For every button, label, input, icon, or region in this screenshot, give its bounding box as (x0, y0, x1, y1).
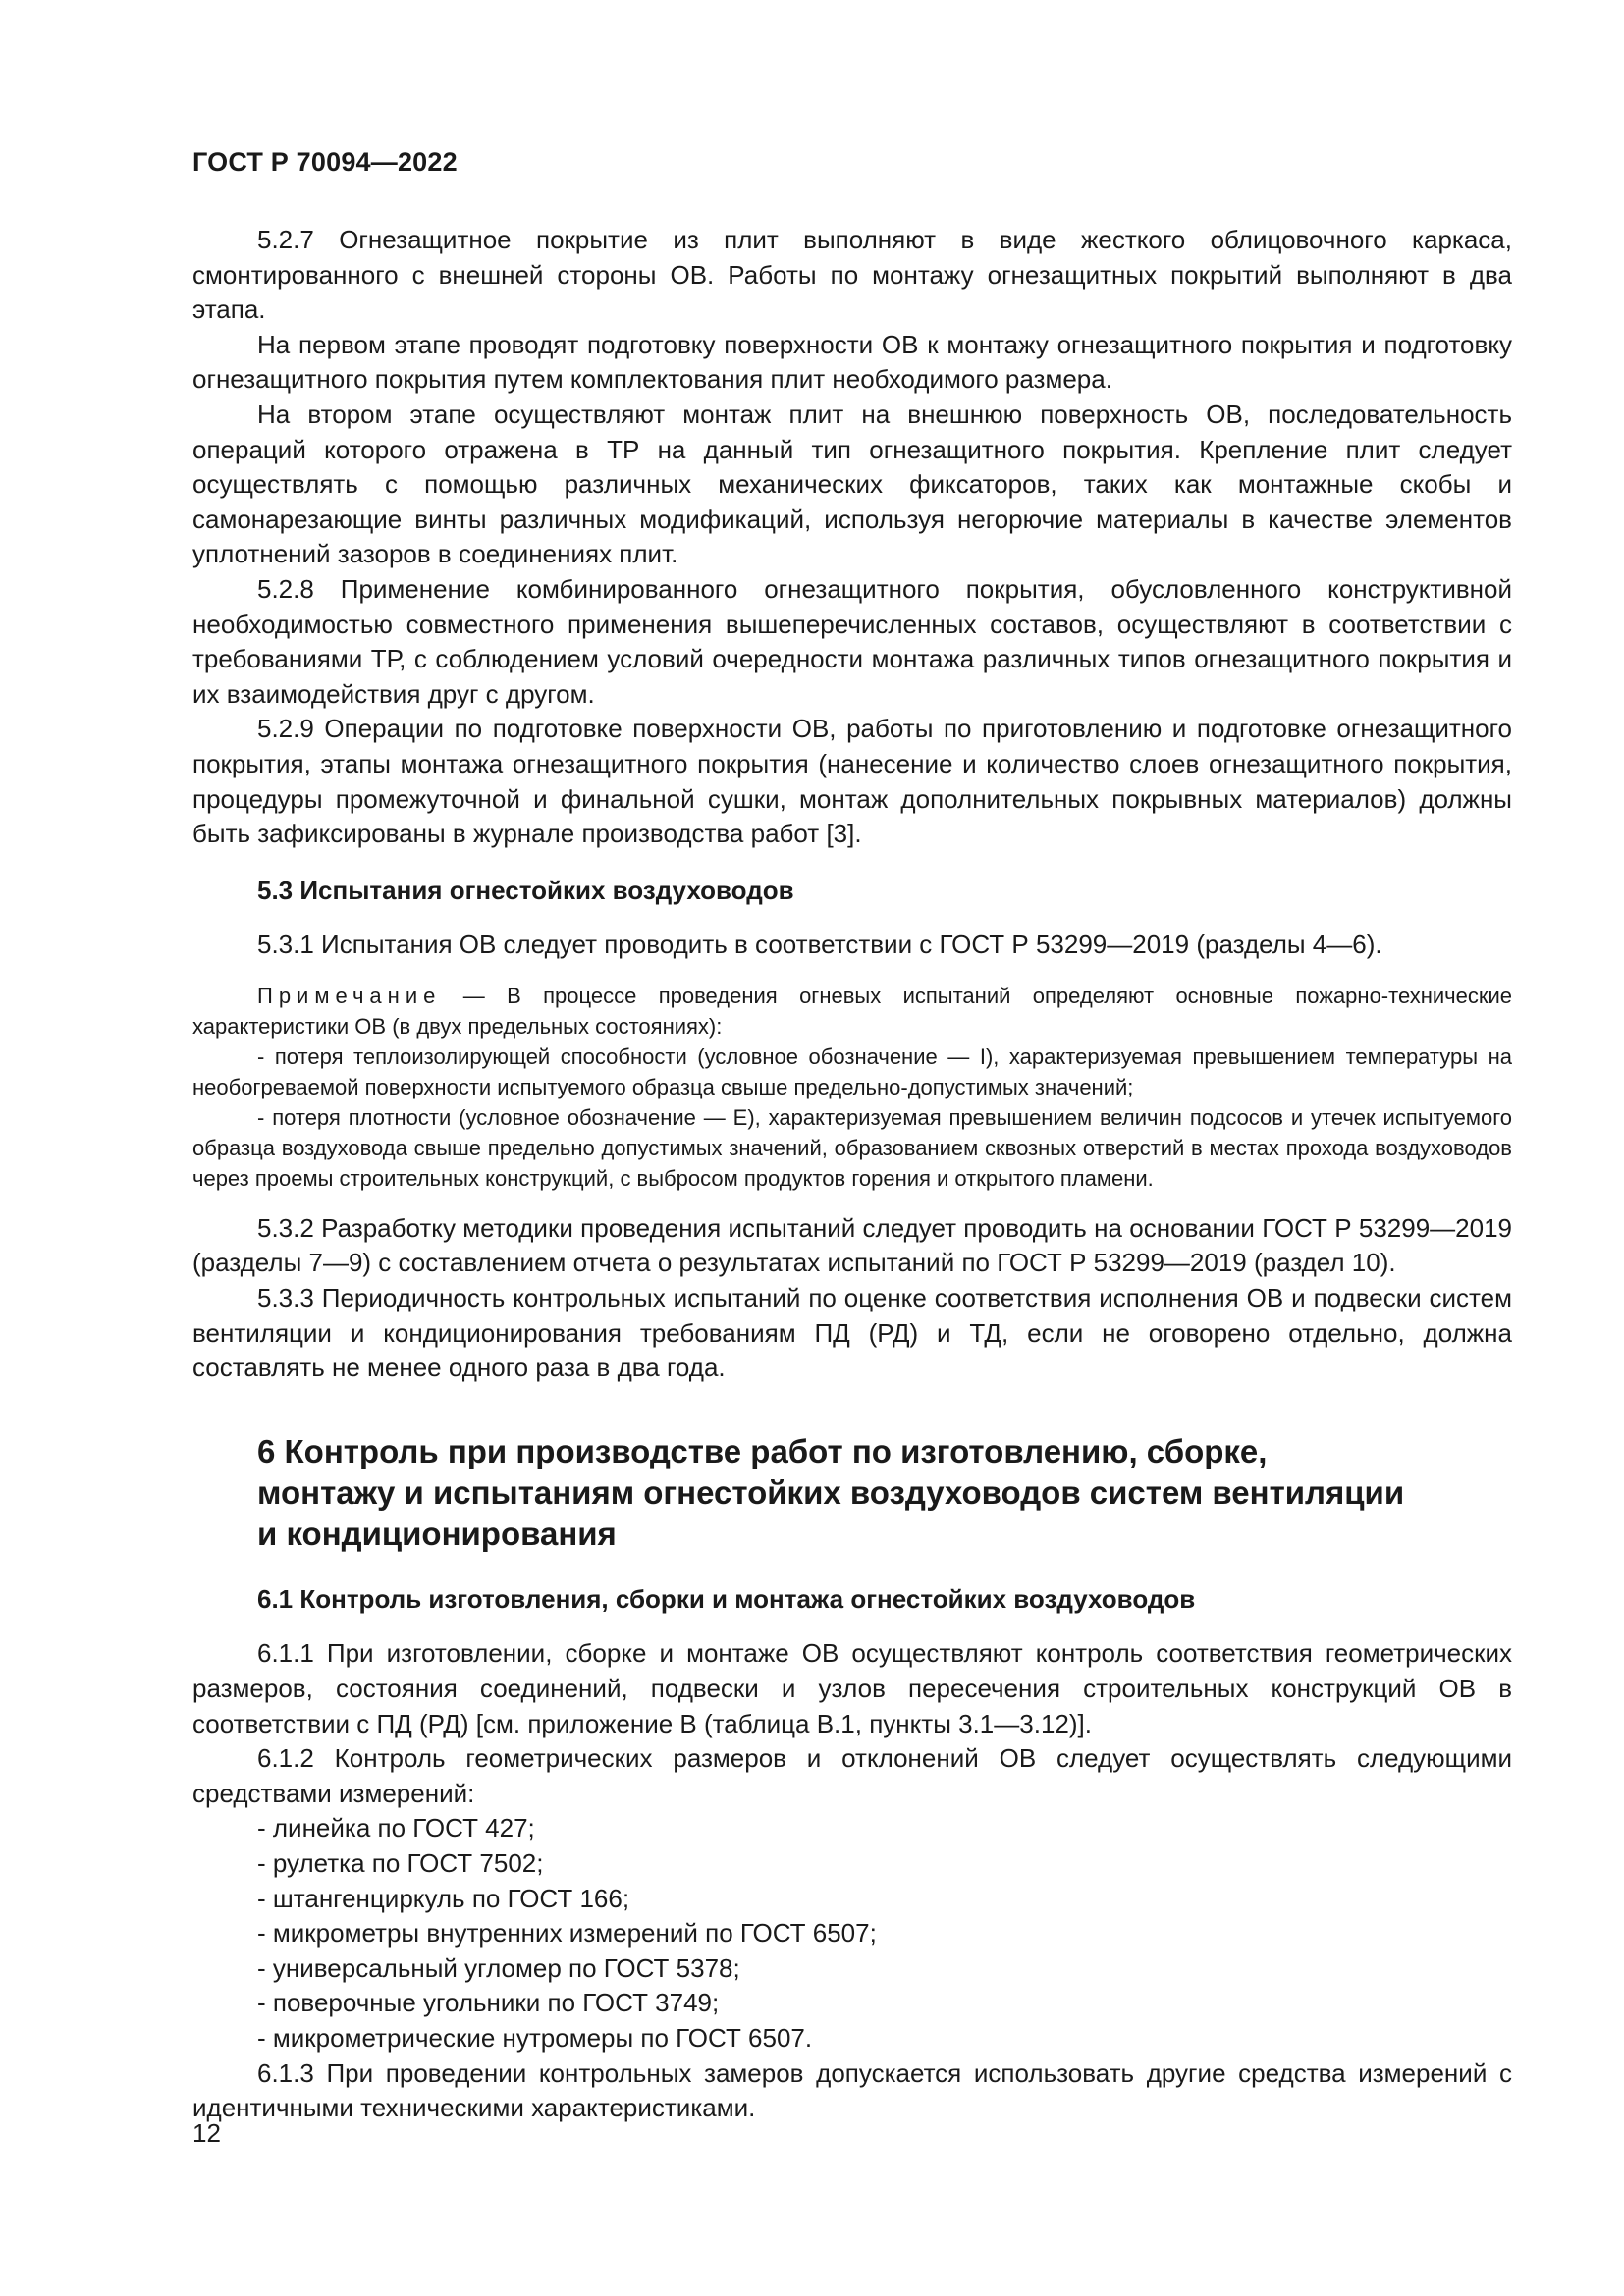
subsection-heading-5-3: 5.3 Испытания огнестойких воздуховодов (257, 875, 794, 905)
paragraph-5-2-7-stage-1: На первом этапе проводят подготовку поверхности ОВ к монтажу огнезащитного покрытия и подготовку огнезащитного покрытия путем комплектования плит необходимого размера. (192, 329, 1512, 395)
paragraph-6-1-2: 6.1.2 Контроль геометрических размеров и отклонений ОВ следует осуществлять следующими средствами измерений: (192, 1743, 1512, 1808)
list-item: - линейка по ГОСТ 427; (257, 1813, 535, 1843)
section-heading-6-line-2: монтажу и испытаниям огнестойких воздуховодов систем вентиляции (257, 1473, 1405, 1511)
paragraph-5-3-1: 5.3.1 Испытания ОВ следует проводить в соответствии с ГОСТ Р 53299—2019 (разделы 4—6). (257, 930, 1382, 960)
paragraph-6-1-3: 6.1.3 При проведении контрольных замеров допускается использовать другие средства измерений с идентичными техническими характеристиками. (192, 2057, 1512, 2123)
section-heading-6 (192, 1431, 1512, 1555)
note-item-integrity: - потеря плотности (условное обозначение — Е), характеризуемая превышением величин подсосов и утечек испытуемого образца воздуховода свыше предельно допустимых значений, образованием сквозных отверстий в местах прохода воздуховодов через проемы строительных конструкций, с выбросом продуктов горения и открытого пламени. (192, 1104, 1512, 1191)
paragraph-5-2-7-stage-2: На втором этапе осуществляют монтаж плит на внешнюю поверхность ОВ, последовательность операций которого отражена в ТР на данный тип огнезащитного покрытия. Крепление плит следует осуществлять с помощью различных механических фиксаторов, таких как монтажные скобы и самонарезающие винты различных модификаций, используя негорючие материалы в качестве элементов уплотнений зазоров в соединениях плит. (192, 399, 1512, 569)
section-heading-6-line-3: и кондиционирования (257, 1515, 617, 1552)
document-page (192, 147, 1512, 2126)
paragraph-5-2-8: 5.2.8 Применение комбинированного огнезащитного покрытия, обусловленного конструктивной необходимостью совместного применения вышеперечисленных составов, осуществляют в соответствии с требованиями ТР, с соблюдением условий очередности монтажа различных типов огнезащитного покрытия и их взаимодействия друг с другом. (192, 573, 1512, 709)
paragraph-5-2-7: 5.2.7 Огнезащитное покрытие из плит выполняют в виде жесткого облицовочного каркаса, смонтированного с внешней стороны ОВ. Работы по монтажу огнезащитных покрытий выполняют в два этапа. (192, 225, 1512, 325)
note-label: Примечание (257, 983, 442, 1008)
paragraph-5-3-2: 5.3.2 Разработку методики проведения испытаний следует проводить на основании ГОСТ Р 53299—2019 (разделы 7—9) с составлением отчета о результатах испытаний по ГОСТ Р 53299—2019 (раздел 10). (192, 1212, 1512, 1278)
measurement-tools-list (192, 1811, 1512, 2056)
note-text: — В процессе проведения огневых испытаний определяют основные пожарно-технические характеристики ОВ (в двух предельных состояниях): (192, 983, 1512, 1039)
paragraph-5-3-3: 5.3.3 Периодичность контрольных испытаний по оценке соответствия исполнения ОВ и подвески систем вентиляции и кондиционирования требованиям ПД (РД) и ТД, если не оговорено отдельно, должна составлять не менее одного раза в два года. (192, 1283, 1512, 1383)
section-heading-6-line-1: 6 Контроль при производстве работ по изготовлению, сборке, (257, 1432, 1268, 1469)
list-item: - микрометры внутренних измерений по ГОСТ 6507; (257, 1918, 877, 1949)
list-item: - универсальный угломер по ГОСТ 5378; (257, 1952, 740, 1983)
list-item: - штангенциркуль по ГОСТ 166; (257, 1883, 630, 1913)
paragraph-6-1-1: 6.1.1 При изготовлении, сборке и монтаже ОВ осуществляют контроль соответствия геометрических размеров, состояния соединений, подвески и узлов пересечения строительных конструкций ОВ в соответствии с ПД (РД) [см. приложение В (таблица В.1, пункты 3.1—3.12)]. (192, 1638, 1512, 1738)
list-item: - рулетка по ГОСТ 7502; (257, 1848, 544, 1878)
subsection-heading-6-1: 6.1 Контроль изготовления, сборки и монтажа огнестойких воздуховодов (257, 1583, 1196, 1614)
note-block (192, 981, 1512, 1194)
note-item-insulation: - потеря теплоизолирующей способности (условное обозначение — I), характеризуемая превышением температуры на необогреваемой поверхности испытуемого образца свыше предельно-допустимых значений; (192, 1043, 1512, 1099)
list-item: - микрометрические нутромеры по ГОСТ 6507. (257, 2022, 813, 2053)
list-item: - поверочные угольники по ГОСТ 3749; (257, 1988, 720, 2018)
page-number: 12 (192, 2118, 221, 2148)
paragraph-5-2-9: 5.2.9 Операции по подготовке поверхности ОВ, работы по приготовлению и подготовке огнезащитного покрытия, этапы монтажа огнезащитного покрытия (нанесение и количество слоев огнезащитного покрытия, процедуры промежуточной и финальной сушки, монтаж дополнительных покрывных материалов) должны быть зафиксированы в журнале производства работ [3]. (192, 714, 1512, 849)
note-intro (192, 981, 1512, 1041)
document-header: ГОСТ Р 70094—2022 (192, 147, 458, 177)
